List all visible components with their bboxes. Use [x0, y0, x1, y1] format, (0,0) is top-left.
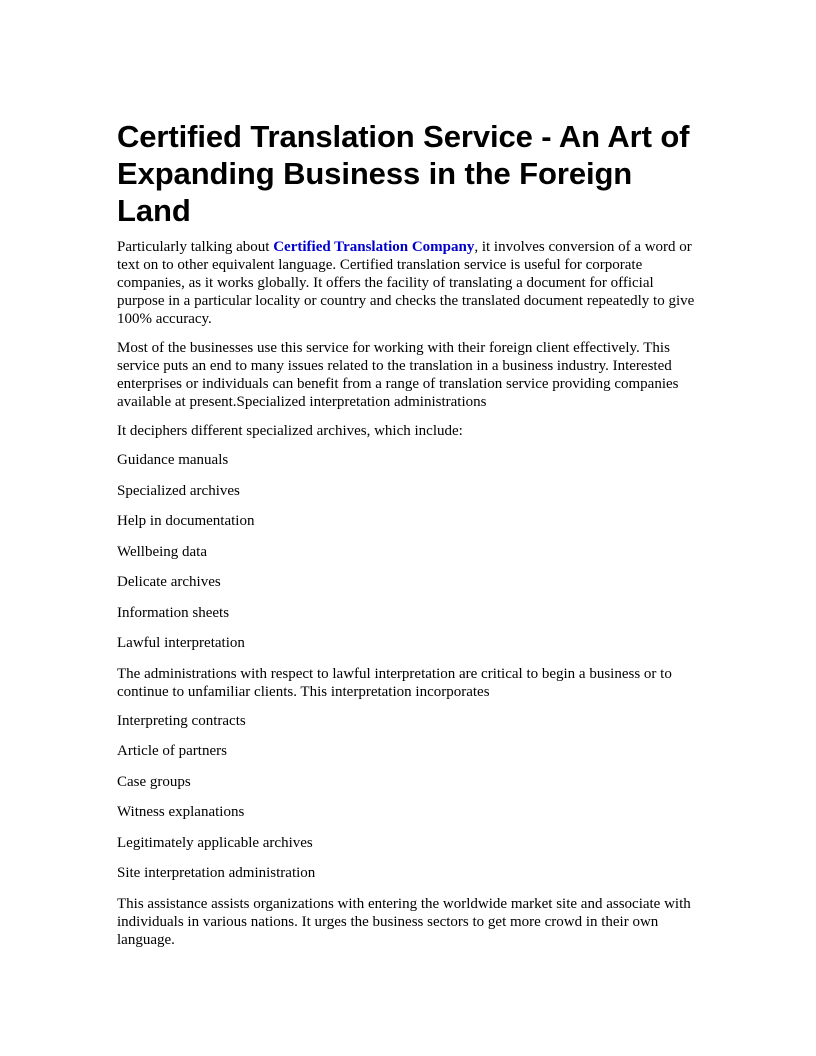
intro-text-before: Particularly talking about: [117, 239, 274, 255]
closing-paragraph: This assistance assists organizations with entering the worldwide market site and associate with individuals in various nations. It urges the business sectors to get more crowd in their own language.: [117, 895, 691, 948]
list-item: Specialized archives: [117, 482, 240, 499]
list-item: Lawful interpretation: [117, 635, 245, 651]
list-item: Guidance manuals: [117, 452, 229, 468]
list-item: Information sheets: [117, 604, 230, 621]
list-item: Wellbeing data: [117, 543, 208, 560]
document-page: [117, 118, 702, 960]
list-item: Witness explanations: [117, 804, 245, 820]
list-item: Delicate archives: [117, 574, 221, 590]
intro-paragraph: [117, 238, 702, 328]
list-item: Interpreting contracts: [117, 712, 246, 729]
list-item: Legitimately applicable archives: [117, 834, 313, 851]
body-paragraph-2: Most of the businesses use this service for working with their foreign client effectively. This service puts an end to many issues related to the translation in a business industry. Interested enterprises or individuals can benefit from a range of translation service providing companies available at present.Specialized interpretation administrations: [117, 340, 679, 410]
list1-intro: It deciphers different specialized archives, which include:: [117, 423, 463, 439]
certified-translation-company-link[interactable]: Certified Translation Company: [273, 239, 475, 255]
list-item: Article of partners: [117, 743, 227, 759]
body-paragraph-3: The administrations with respect to lawful interpretation are critical to begin a business or to continue to unfamiliar clients. This interpretation incorporates: [117, 665, 672, 700]
list-item: Case groups: [117, 773, 191, 790]
intro-text-after: , it involves conversion of a word or text on to other equivalent language. Certified translation service is useful for corporate companies, as it works globally. It offers the facility of translating a document for official purpose in a particular locality or country and checks the translated document repeatedly to give 100% accuracy.: [117, 239, 695, 327]
page-title: Certified Translation Service - An Art of Expanding Business in the Foreign Land: [117, 119, 690, 228]
list-item: Site interpretation administration: [117, 865, 316, 881]
list-item: Help in documentation: [117, 513, 255, 529]
